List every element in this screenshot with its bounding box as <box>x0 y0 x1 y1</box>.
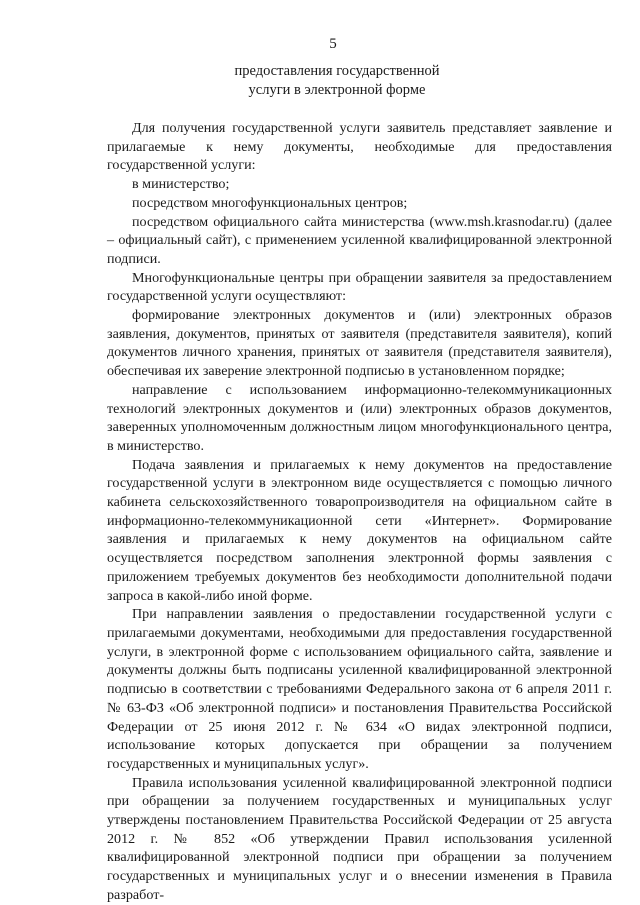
paragraph-sending-documents: направление с использованием информационно-телекоммуникационных технологий электронных документов и (или) электронных образов документов, заверенных уполномоченным должностным лицом многофункционального центра, в министерство. <box>107 381 612 454</box>
body-text <box>107 119 612 905</box>
paragraph-ministry: в министерство; <box>132 176 230 193</box>
section-heading-line-1: предоставления государственной <box>234 63 440 79</box>
section-heading <box>0 62 640 100</box>
paragraph-mfc: посредством многофункциональных центров; <box>132 194 408 211</box>
paragraph-forming-documents: формирование электронных документов и (или) электронных образов заявления, документов, принятых от заявителя (представителя заявителя), копий документов личного хранения, принятых от заявителя (представителя заявителя), обеспечивая их заверение электронной подписью в установленном порядке; <box>107 307 612 380</box>
paragraph-signature-rules: Правила использования усиленной квалифицированной электронной подписи при обращении за получением государственных и муниципальных услуг утверждены постановлением Правительства Российской Федерации от 25 августа 2012 г. № 852 «Об утверждении Правил использования усиленной квалифицированной электронной подписи при обращении за получением государственных и муниципальных услуг и о внесении изменения в Правила разработ- <box>107 774 612 903</box>
paragraph-mfc-functions: Многофункциональные центры при обращении заявителя за предоставлением государственной услуги осуществляют: <box>107 269 612 305</box>
paragraph-official-site: посредством официального сайта министерства (www.msh.krasnodar.ru) (далее – официальный сайт), с применением усиленной квалифицированной электронной подписи. <box>107 213 612 267</box>
paragraph-intro: Для получения государственной услуги заявитель представляет заявление и прилагаемые к нему документы, необходимые для предоставления государственной услуги: <box>107 120 612 174</box>
paragraph-signature-requirements: При направлении заявления о предоставлении государственной услуги с прилагаемыми документами, необходимыми для предоставления государственной услуги, в электронной форме с использованием официального сайта, заявление и документы должны быть подписаны усиленной квалифицированной электронной подписью в соответствии с требованиями Федерального закона от 6 апреля 2011 г. № 63-ФЗ «Об электронной подписи» и постановления Правительства Российской Федерации от 25 июня 2012 г. № 634 «О видах электронной подписи, использование которых допускается при обращении за получением государственных и муниципальных услуг». <box>107 606 612 772</box>
page-number: 5 <box>329 36 337 52</box>
section-heading-line-2: услуги в электронной форме <box>248 82 426 98</box>
paragraph-electronic-submission: Подача заявления и прилагаемых к нему документов на предоставление государственной услуги в электронном виде осуществляется с помощью личного кабинета сельскохозяйственного товаропроизводителя на официальном сайте в информационно-телекоммуникационной сети «Интернет». Формирование заявления и прилагаемых к нему документов на официальном сайте осуществляется посредством заполнения электронной формы заявления с приложением требуемых документов без необходимости дополнительной подачи запроса в какой-либо иной форме. <box>107 456 612 604</box>
